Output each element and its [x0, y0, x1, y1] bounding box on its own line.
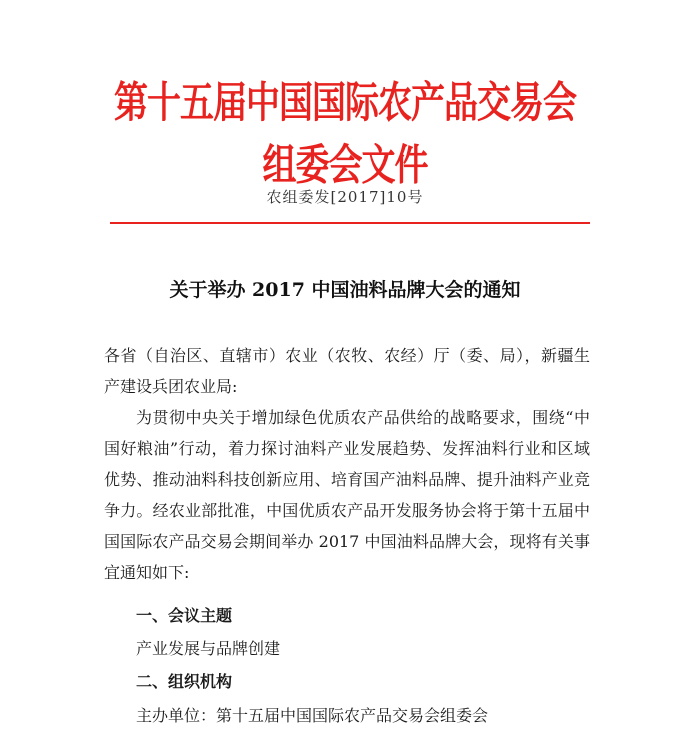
addressee: 各省（自治区、直辖市）农业（农牧、农经）厅（委、局），新疆生产建设兵团农业局:: [104, 346, 590, 396]
section-text-host: 主办单位：第十五届中国国际农产品交易会组委会: [136, 706, 489, 725]
section-heading-organization: 二、组织机构: [136, 672, 233, 691]
body-paragraph: 为贯彻中央关于增加绿色优质农产品供给的战略要求，围绕“中国好粮油”行动，着力探讨油料产业发展趋势、发挥油料行业和区域优势、推动油料科技创新应用、培育国产油料品牌、提升油料产业竞争力。经农业部批准，中国优质农产品开发服务协会将于第十五届中国国际农产品交易会期间举办 2017 中国油料品牌大会，现将有关事宜通知如下:: [104, 408, 590, 582]
notice-title: 关于举办 2017 中国油料品牌大会的通知: [169, 279, 521, 301]
masthead-title: 第十五届中国国际农产品交易会组委会文件: [114, 78, 576, 191]
document-number: 农组委发[2017]10号: [266, 188, 424, 206]
section-heading-theme: 一、会议主题: [136, 606, 233, 625]
red-separator-line: [110, 222, 590, 224]
section-text-theme: 产业发展与品牌创建: [136, 639, 281, 658]
